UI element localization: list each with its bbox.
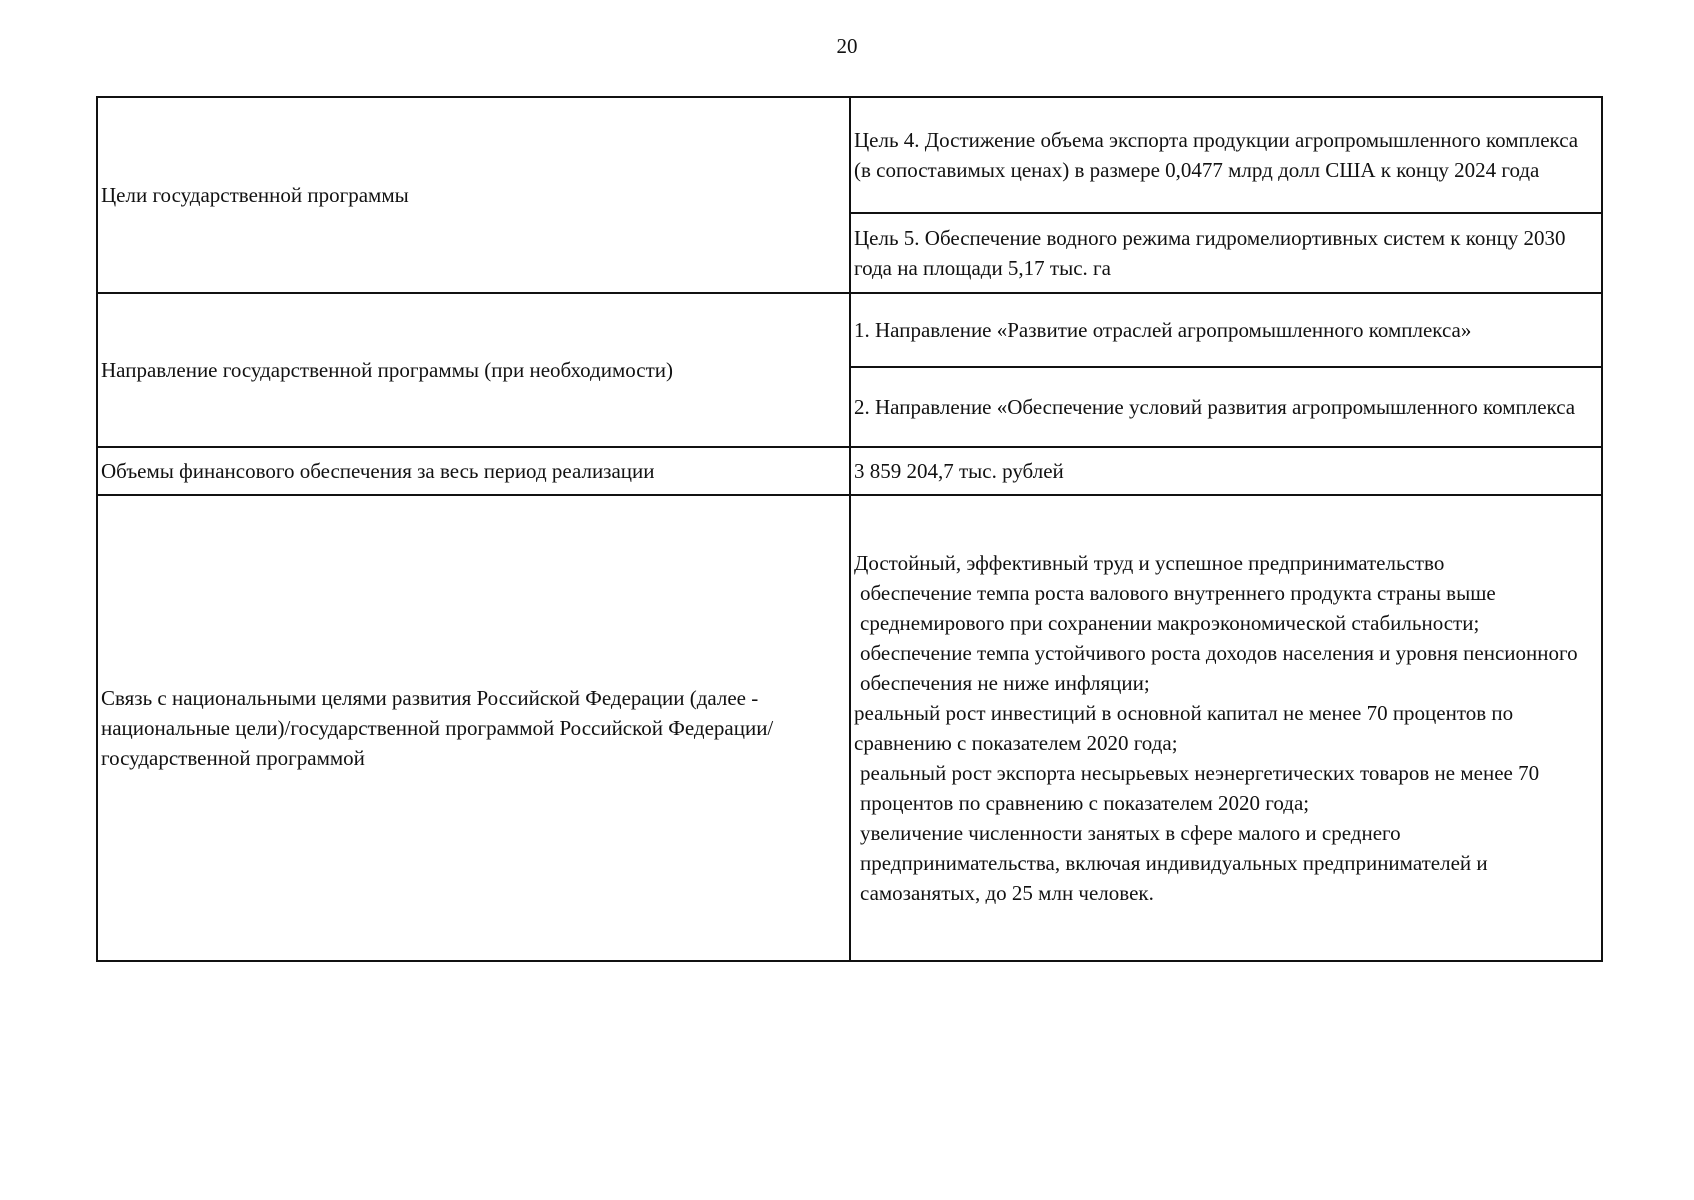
national-goal-line: обеспечение темпа устойчивого роста доходов населения и уровня пенсионного обеспечения не ниже инфляции; xyxy=(860,641,1578,695)
financing-label: Объемы финансового обеспечения за весь период реализации xyxy=(97,447,850,495)
program-passport-table xyxy=(96,96,1603,962)
goal-4-text: Цель 4. Достижение объема экспорта продукции агропромышленного комплекса (в сопоставимых ценах) в размере 0,0477 млрд долл США к концу 2024 года xyxy=(850,97,1602,213)
national-goal-line: увеличение численности занятых в сфере малого и среднего предпринимательства, включая индивидуальных предпринимателей и самозанятых, до 25 млн человек. xyxy=(860,821,1488,905)
table-row-financing xyxy=(97,447,1602,495)
directions-label: Направление государственной программы (при необходимости) xyxy=(97,293,850,447)
national-goal-line: Достойный, эффективный труд и успешное предпринимательство xyxy=(854,551,1445,575)
table-row-goals xyxy=(97,97,1602,213)
table-row-national-goals xyxy=(97,495,1602,961)
goal-5-text: Цель 5. Обеспечение водного режима гидромелиортивных систем к концу 2030 года на площади 5,17 тыс. га xyxy=(850,213,1602,293)
table-row-directions xyxy=(97,293,1602,367)
national-goals-label: Связь с национальными целями развития Российской Федерации (далее - национальные цели)/государственной программой Российской Федерации/государственной программой xyxy=(97,495,850,961)
direction-2-text: 2. Направление «Обеспечение условий развития агропромышленного комплекса xyxy=(850,367,1602,447)
financing-value: 3 859 204,7 тыс. рублей xyxy=(850,447,1602,495)
direction-1-text: 1. Направление «Развитие отраслей агропромышленного комплекса» xyxy=(850,293,1602,367)
national-goals-list xyxy=(850,495,1602,961)
national-goal-line: обеспечение темпа роста валового внутреннего продукта страны выше среднемирового при сохранении макроэкономической стабильности; xyxy=(860,581,1496,635)
goals-label: Цели государственной программы xyxy=(97,97,850,293)
page-number: 20 xyxy=(836,34,858,58)
national-goal-line: реальный рост инвестиций в основной капитал не менее 70 процентов по сравнению с показателем 2020 года; xyxy=(854,701,1514,755)
national-goal-line: реальный рост экспорта несырьевых неэнергетических товаров не менее 70 процентов по сравнению с показателем 2020 года; xyxy=(860,761,1540,815)
